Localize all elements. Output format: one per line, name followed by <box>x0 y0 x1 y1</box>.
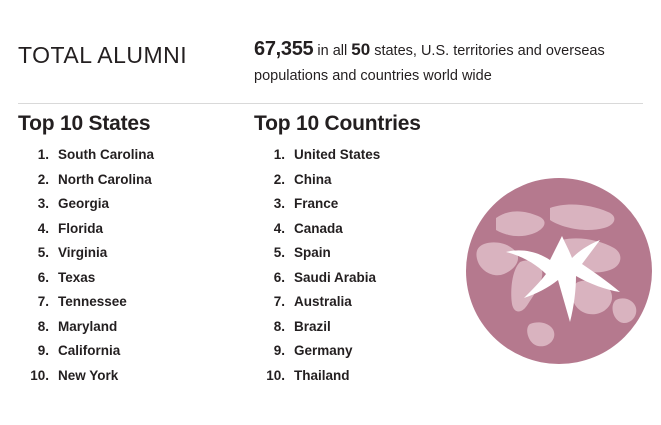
top-countries-list <box>254 148 474 382</box>
list-item-rank: 2. <box>273 171 285 187</box>
list-item <box>18 344 238 358</box>
alumni-count: 67,355 <box>254 38 314 60</box>
top-states-title: Top 10 States <box>18 112 151 135</box>
list-item-rank: 4. <box>273 220 285 236</box>
list-item-label: China <box>294 171 332 187</box>
top-countries-column <box>254 112 474 393</box>
list-item-rank: 2. <box>37 171 49 187</box>
list-item-rank: 7. <box>273 294 285 309</box>
list-item-label: Florida <box>58 220 104 236</box>
list-item-rank: 8. <box>37 318 49 334</box>
list-item <box>18 295 238 309</box>
list-item-label: Tennessee <box>58 294 127 309</box>
page-title: TOTAL ALUMNI <box>18 42 188 68</box>
top-states-list <box>18 148 238 382</box>
summary-post-text: states, U.S. territories and overseas populations and countries world wide <box>254 43 605 84</box>
list-item-rank: 9. <box>273 343 285 358</box>
summary-text <box>254 34 644 87</box>
list-item <box>254 222 474 236</box>
list-item-rank: 1. <box>273 147 285 162</box>
list-item-label: France <box>294 196 339 211</box>
list-item <box>18 271 238 285</box>
list-item-rank: 8. <box>273 318 285 334</box>
list-item <box>254 271 474 285</box>
states-count: 50 <box>351 40 371 59</box>
list-item-rank: 5. <box>37 245 49 260</box>
list-item-label: Saudi Arabia <box>294 269 377 285</box>
list-item-label: New York <box>58 367 119 383</box>
list-item <box>18 222 238 236</box>
list-item-label: Brazil <box>294 318 331 334</box>
list-item-rank: 4. <box>37 220 49 236</box>
list-item <box>254 320 474 334</box>
list-item <box>254 148 474 162</box>
list-item-label: Germany <box>294 343 353 358</box>
list-item <box>18 148 238 162</box>
list-item-rank: 6. <box>273 269 285 285</box>
list-item <box>254 246 474 260</box>
list-item <box>254 197 474 211</box>
list-item-rank: 10. <box>266 367 285 383</box>
top-countries-title: Top 10 Countries <box>254 112 421 135</box>
list-item-rank: 10. <box>30 367 49 383</box>
list-item-label: California <box>58 343 121 358</box>
list-item-label: Thailand <box>294 367 350 383</box>
header <box>0 30 661 90</box>
list-item <box>254 173 474 187</box>
list-item-label: North Carolina <box>58 171 152 187</box>
list-item <box>18 246 238 260</box>
list-item-rank: 7. <box>37 294 49 309</box>
list-item-rank: 9. <box>37 343 49 358</box>
divider <box>18 103 643 104</box>
list-item-label: Spain <box>294 245 331 260</box>
list-item <box>18 173 238 187</box>
top-states-column <box>18 112 238 393</box>
list-item <box>18 197 238 211</box>
list-item <box>18 369 238 383</box>
list-item-rank: 6. <box>37 269 49 285</box>
list-item-label: South Carolina <box>58 147 155 162</box>
list-item-rank: 5. <box>273 245 285 260</box>
list-item-label: Georgia <box>58 196 110 211</box>
list-item-rank: 1. <box>37 147 49 162</box>
list-item-label: Australia <box>294 294 352 309</box>
list-item <box>18 320 238 334</box>
list-item <box>254 369 474 383</box>
list-item-label: United States <box>294 147 381 162</box>
list-item-rank: 3. <box>273 196 285 211</box>
list-item <box>254 295 474 309</box>
list-item-label: Maryland <box>58 318 118 334</box>
summary-pre-text: in all <box>317 43 348 59</box>
list-item <box>254 344 474 358</box>
globe-with-eagle-icon <box>466 178 652 364</box>
list-item-label: Texas <box>58 269 96 285</box>
list-item-rank: 3. <box>37 196 49 211</box>
list-item-label: Virginia <box>58 245 108 260</box>
list-item-label: Canada <box>294 220 343 236</box>
